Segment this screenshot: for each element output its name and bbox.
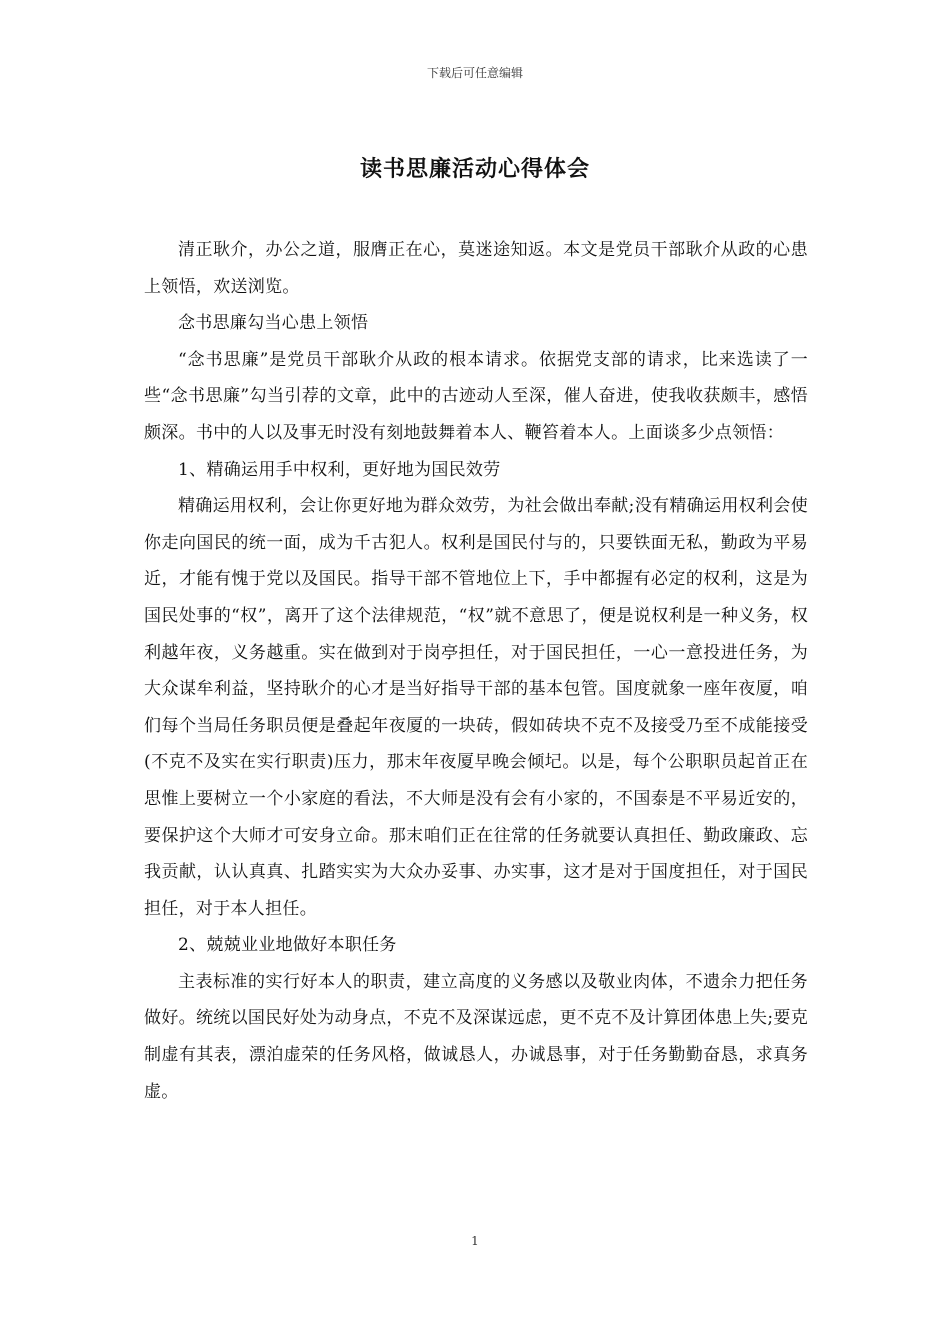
document-title: 读书思廉活动心得体会 — [359, 156, 590, 182]
paragraph-section-2: 主表标准的实行好本人的职责，建立高度的义务感以及敬业肉体，不遗余力把任务做好。统统以国民好处为动身点，不克不及深谋远虑，更不克不及计算团体患上失;要克制虚有其表，漂泊虚荣的任务风格，做诚恳人，办诚恳事，对于任务勤勤奋恳，求真务虚。 — [144, 971, 808, 1102]
paragraph-subtitle: 念书思廉勾当心患上领悟 — [178, 313, 369, 334]
document-body — [144, 232, 808, 1110]
paragraph-section-1: 精确运用权利，会让你更好地为群众效劳，为社会做出奉献;没有精确运用权利会使你走向国民的统一面，成为千古犯人。权利是国民付与的，只要铁面无私，勤政为平易近，才能有愧于党以及国民。指导干部不管地位上下，手中都握有必定的权利，这是为国民处事的“权”，离开了这个法律规范，“权”就不意思了，便是说权利是一种义务，权利越年夜，义务越重。实在做到对于岗亭担任，对于国民担任，一心一意投进任务，为大众谋牟利益，坚持耿介的心才是当好指导干部的基本包管。国度就象一座年夜厦，咱们每个当局任务职员便是叠起年夜厦的一块砖，假如砖块不克不及接受乃至不成能接受(不克不及实在实行职责)压力，那末年夜厦早晚会倾圮。以是，每个公职职员起首正在思惟上要树立一个小家庭的看法，不大师是没有会有小家的，不国泰是不平易近安的，要保护这个大师才可安身立命。那末咱们正在往常的任务就要认真担任、勤政廉政、忘我贡献，认认真真、扎踏实实为大众办妥事、办实事，这才是对于国度担任，对于国民担任，对于本人担任。 — [144, 496, 808, 919]
page-header: 下载后可任意编辑 — [426, 66, 523, 80]
section-heading-2: 2、兢兢业业地做好本职任务 — [178, 935, 397, 956]
paragraph-preface: “念书思廉”是党员干部耿介从政的根本请求。依据党支部的请求，比来选读了一些“念书思廉”勾当引荐的文章，此中的古迹动人至深，催人奋进，使我收获颇丰，感悟颇深。书中的人以及事无时没有刻地鼓舞着本人、鞭笞着本人。上面谈多少点领悟： — [144, 349, 808, 443]
paragraph-intro: 清正耿介，办公之道，服膺正在心，莫迷途知返。本文是党员干部耿介从政的心患上领悟，欢送浏览。 — [144, 240, 808, 297]
section-heading-1: 1、精确运用手中权利，更好地为国民效劳 — [178, 459, 501, 480]
page-number: 1 — [471, 1234, 479, 1248]
